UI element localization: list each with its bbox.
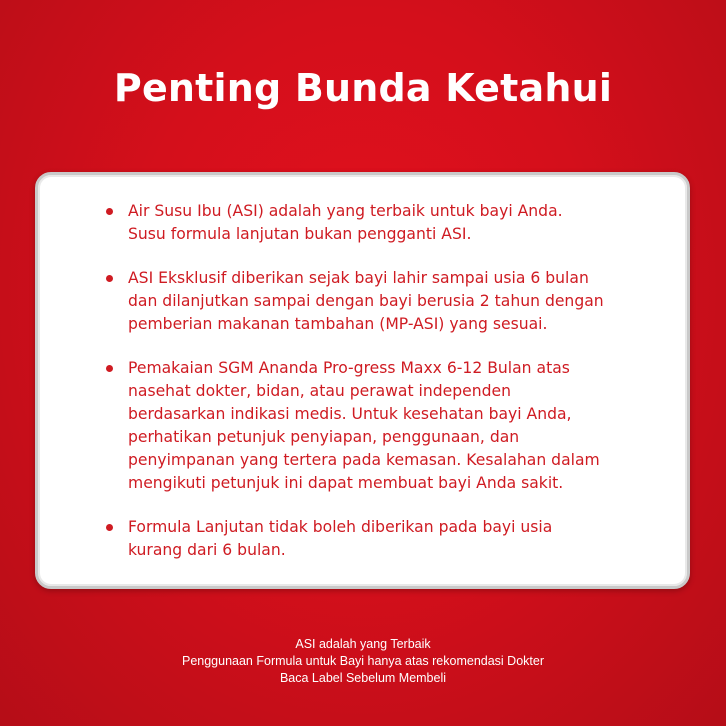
bullet-item xyxy=(128,267,658,336)
bullet-item xyxy=(128,516,658,562)
bullet-line: pemberian makanan tambahan (MP-ASI) yang sesuai. xyxy=(128,315,548,333)
bullet-line: perhatikan petunjuk penyiapan, penggunaan, dan xyxy=(128,428,520,446)
bullet-dot-icon xyxy=(106,275,113,282)
bullet-line: kurang dari 6 bulan. xyxy=(128,541,286,559)
footer-line: ASI adalah yang Terbaik xyxy=(295,637,431,651)
footer-line: Penggunaan Formula untuk Bayi hanya atas rekomendasi Dokter xyxy=(181,654,545,668)
bullet-line: Air Susu Ibu (ASI) adalah yang terbaik untuk bayi Anda. xyxy=(128,202,563,220)
bullet-dot-icon xyxy=(106,208,113,215)
bullet-dot-icon xyxy=(106,524,113,531)
footer-disclaimer xyxy=(0,636,726,687)
bullet-list xyxy=(128,200,658,583)
bullet-line: dan dilanjutkan sampai dengan bayi berusia 2 tahun dengan xyxy=(128,292,604,310)
footer-line: Baca Label Sebelum Membeli xyxy=(279,671,447,685)
bullet-line: ASI Eksklusif diberikan sejak bayi lahir sampai usia 6 bulan xyxy=(128,269,589,287)
bullet-line: Pemakaian SGM Ananda Pro-gress Maxx 6-12 Bulan atas xyxy=(128,359,570,377)
page-title: Penting Bunda Ketahui xyxy=(113,66,613,110)
bullet-item xyxy=(128,200,658,246)
bullet-line: Susu formula lanjutan bukan pengganti ASI. xyxy=(128,225,472,243)
bullet-line: berdasarkan indikasi medis. Untuk kesehatan bayi Anda, xyxy=(128,405,572,423)
bullet-line: Formula Lanjutan tidak boleh diberikan pada bayi usia xyxy=(128,518,553,536)
bullet-line: mengikuti petunjuk ini dapat membuat bayi Anda sakit. xyxy=(128,474,564,492)
bullet-line: penyimpanan yang tertera pada kemasan. Kesalahan dalam xyxy=(128,451,600,469)
bullet-item xyxy=(128,357,658,495)
bullet-dot-icon xyxy=(106,365,113,372)
bullet-line: nasehat dokter, bidan, atau perawat independen xyxy=(128,382,512,400)
